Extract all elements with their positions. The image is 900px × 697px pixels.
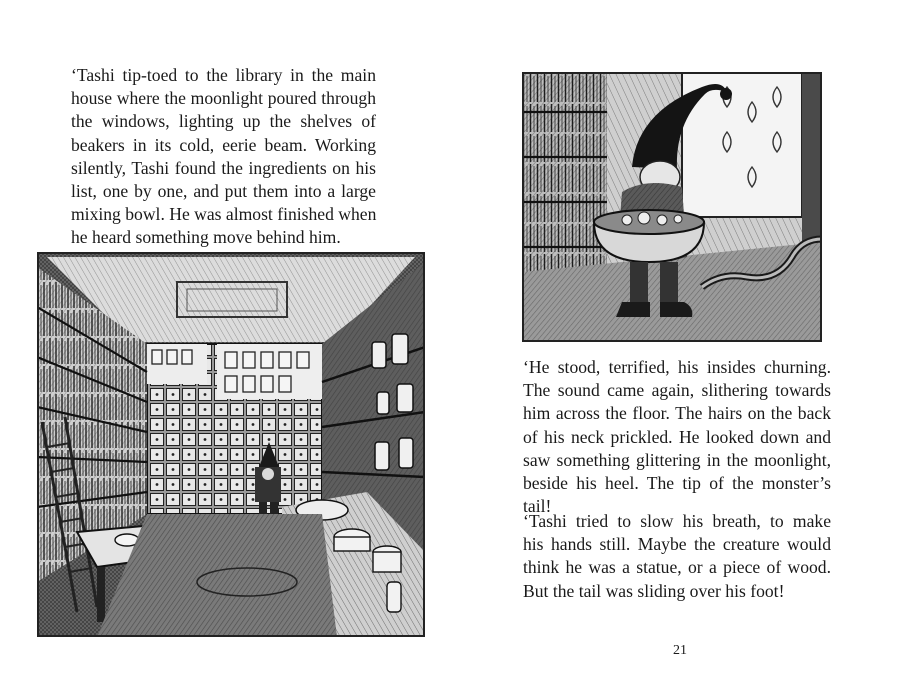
text-line: think he was a statue, or a piece of wood.	[523, 557, 831, 578]
text-line: him across the floor. The hairs on the back	[523, 403, 831, 424]
library-illustration	[37, 252, 425, 637]
text-line: of his neck prickled. He looked down and	[523, 426, 831, 447]
text-line: list, one by one, and put them into a large	[71, 181, 376, 202]
text-line: house where the moonlight poured through	[71, 88, 376, 109]
right-page	[450, 0, 900, 697]
text-line: his hands still. Maybe the creature would	[523, 534, 831, 555]
text-line: ‘He stood, terrified, his insides churning.	[523, 357, 831, 377]
text-line: he heard something move behind him.	[71, 227, 341, 248]
text-line: saw something glittering in the moonlight,	[523, 449, 831, 470]
text-line: ‘Tashi tip-toed to the library in the main	[71, 65, 376, 85]
page-number: 21	[673, 643, 687, 658]
text-line: the windows, lighting up the shelves of	[71, 111, 376, 132]
text-line: ‘Tashi tried to slow his breath, to make	[523, 511, 831, 531]
text-line: But the tail was sliding over his foot!	[523, 580, 785, 601]
left-paragraph	[71, 64, 376, 250]
text-line: tail!	[523, 496, 552, 517]
text-line: silently, Tashi found the ingredients on his	[71, 157, 376, 178]
right-paragraph-1	[523, 356, 831, 518]
text-line: beside his heel. The tip of the monster’s	[523, 473, 831, 494]
text-line: beakers in its cold, eerie beam. Working	[71, 134, 376, 155]
right-paragraph-2	[523, 510, 831, 603]
boy-with-bowl-illustration	[522, 72, 822, 342]
text-line: mixing bowl. He was almost finished when	[71, 204, 377, 225]
text-line: The sound came again, slithering towards	[523, 380, 831, 401]
